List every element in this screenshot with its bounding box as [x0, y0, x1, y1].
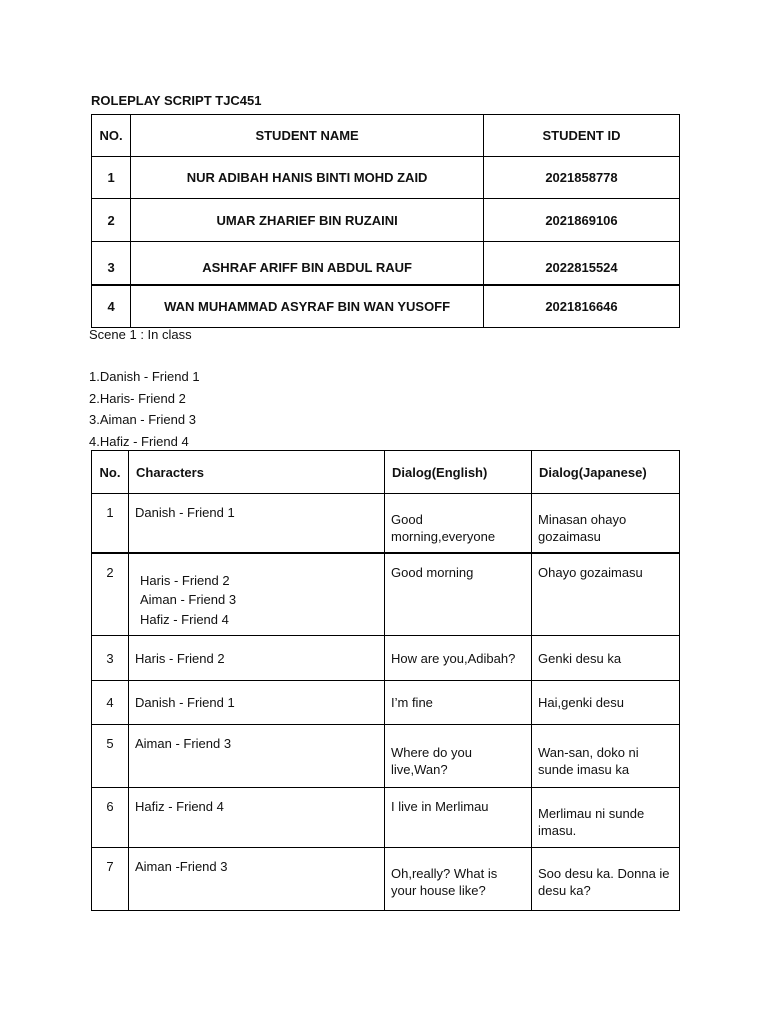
dialog-characters	[129, 725, 385, 788]
dialog-no: 7	[92, 848, 129, 911]
scene-heading: Scene 1 : In class	[89, 327, 192, 342]
dialog-characters	[129, 494, 385, 553]
dialog-no: 3	[92, 636, 129, 681]
table-row	[92, 199, 680, 242]
dialog-characters	[129, 636, 385, 681]
character-name: Aiman -Friend 3	[135, 859, 228, 874]
student-name: ASHRAF ARIFF BIN ABDUL RAUF	[131, 242, 484, 285]
character-list	[89, 366, 200, 452]
table-row	[92, 494, 680, 553]
header-dialog-english: Dialog(English)	[385, 451, 532, 494]
dialog-no: 6	[92, 788, 129, 848]
student-id: 2021816646	[483, 285, 679, 328]
student-no: 4	[92, 285, 131, 328]
students-header-row	[92, 115, 680, 157]
dialog-no: 4	[92, 681, 129, 725]
dialog-english: Good morning,everyone	[385, 494, 532, 553]
character-name: Haris - Friend 2	[140, 572, 230, 588]
student-no: 2	[92, 199, 131, 242]
table-row	[92, 242, 680, 285]
table-row	[92, 788, 680, 848]
table-row	[92, 681, 680, 725]
dialog-japanese: Hai,genki desu	[532, 681, 680, 725]
dialog-english: I’m fine	[385, 681, 532, 725]
student-name: UMAR ZHARIEF BIN RUZAINI	[131, 199, 484, 242]
student-name: WAN MUHAMMAD ASYRAF BIN WAN YUSOFF	[131, 285, 484, 328]
character-name: Aiman - Friend 3	[135, 736, 232, 751]
header-student-id: STUDENT ID	[483, 115, 679, 157]
header-dialog-japanese: Dialog(Japanese)	[532, 451, 680, 494]
dialog-english: How are you,Adibah?	[385, 636, 532, 681]
header-no: NO.	[92, 115, 131, 157]
dialog-japanese: Soo desu ka. Donna ie desu ka?	[532, 848, 680, 911]
dialog-english: I live in Merlimau	[385, 788, 532, 848]
list-item: 2.Haris- Friend 2	[89, 390, 186, 406]
character-name: Hafiz - Friend 4	[140, 611, 229, 627]
table-row	[92, 848, 680, 911]
students-table	[91, 114, 680, 328]
dialog-english: Good morning	[385, 553, 532, 636]
dialog-english: Oh,really? What is your house like?	[385, 848, 532, 911]
dialog-characters	[129, 553, 385, 636]
student-id: 2021858778	[483, 157, 679, 199]
student-name: NUR ADIBAH HANIS BINTI MOHD ZAID	[131, 157, 484, 199]
dialog-japanese: Merlimau ni sunde imasu.	[532, 788, 680, 848]
character-name: Haris - Friend 2	[135, 650, 225, 666]
table-row	[92, 553, 680, 636]
dialog-english: Where do you live,Wan?	[385, 725, 532, 788]
document-title: ROLEPLAY SCRIPT TJC451	[91, 93, 262, 108]
character-name: Danish - Friend 1	[135, 505, 235, 520]
dialog-characters	[129, 681, 385, 725]
dialog-japanese: Minasan ohayo gozaimasu	[532, 494, 680, 553]
character-name: Hafiz - Friend 4	[135, 799, 224, 814]
dialog-no: 1	[92, 494, 129, 553]
dialog-japanese: Wan-san, doko ni sunde imasu ka	[532, 725, 680, 788]
character-name: Danish - Friend 1	[135, 695, 235, 710]
dialog-no: 5	[92, 725, 129, 788]
student-no: 3	[92, 242, 131, 285]
header-student-name: STUDENT NAME	[131, 115, 484, 157]
header-no: No.	[92, 451, 129, 494]
student-no: 1	[92, 157, 131, 199]
header-characters: Characters	[129, 451, 385, 494]
dialog-no: 2	[92, 553, 129, 636]
table-row	[92, 157, 680, 199]
dialog-japanese: Genki desu ka	[532, 636, 680, 681]
student-id: 2022815524	[483, 242, 679, 285]
dialog-characters	[129, 848, 385, 911]
list-item: 1.Danish - Friend 1	[89, 369, 200, 384]
table-row	[92, 285, 680, 328]
dialog-japanese: Ohayo gozaimasu	[532, 553, 680, 636]
list-item: 4.Hafiz - Friend 4	[89, 433, 189, 449]
dialog-table	[91, 450, 680, 911]
dialog-header-row	[92, 451, 680, 494]
character-name: Aiman - Friend 3	[140, 592, 237, 607]
table-row	[92, 725, 680, 788]
student-id: 2021869106	[483, 199, 679, 242]
table-row	[92, 636, 680, 681]
list-item: 3.Aiman - Friend 3	[89, 412, 196, 427]
dialog-characters	[129, 788, 385, 848]
